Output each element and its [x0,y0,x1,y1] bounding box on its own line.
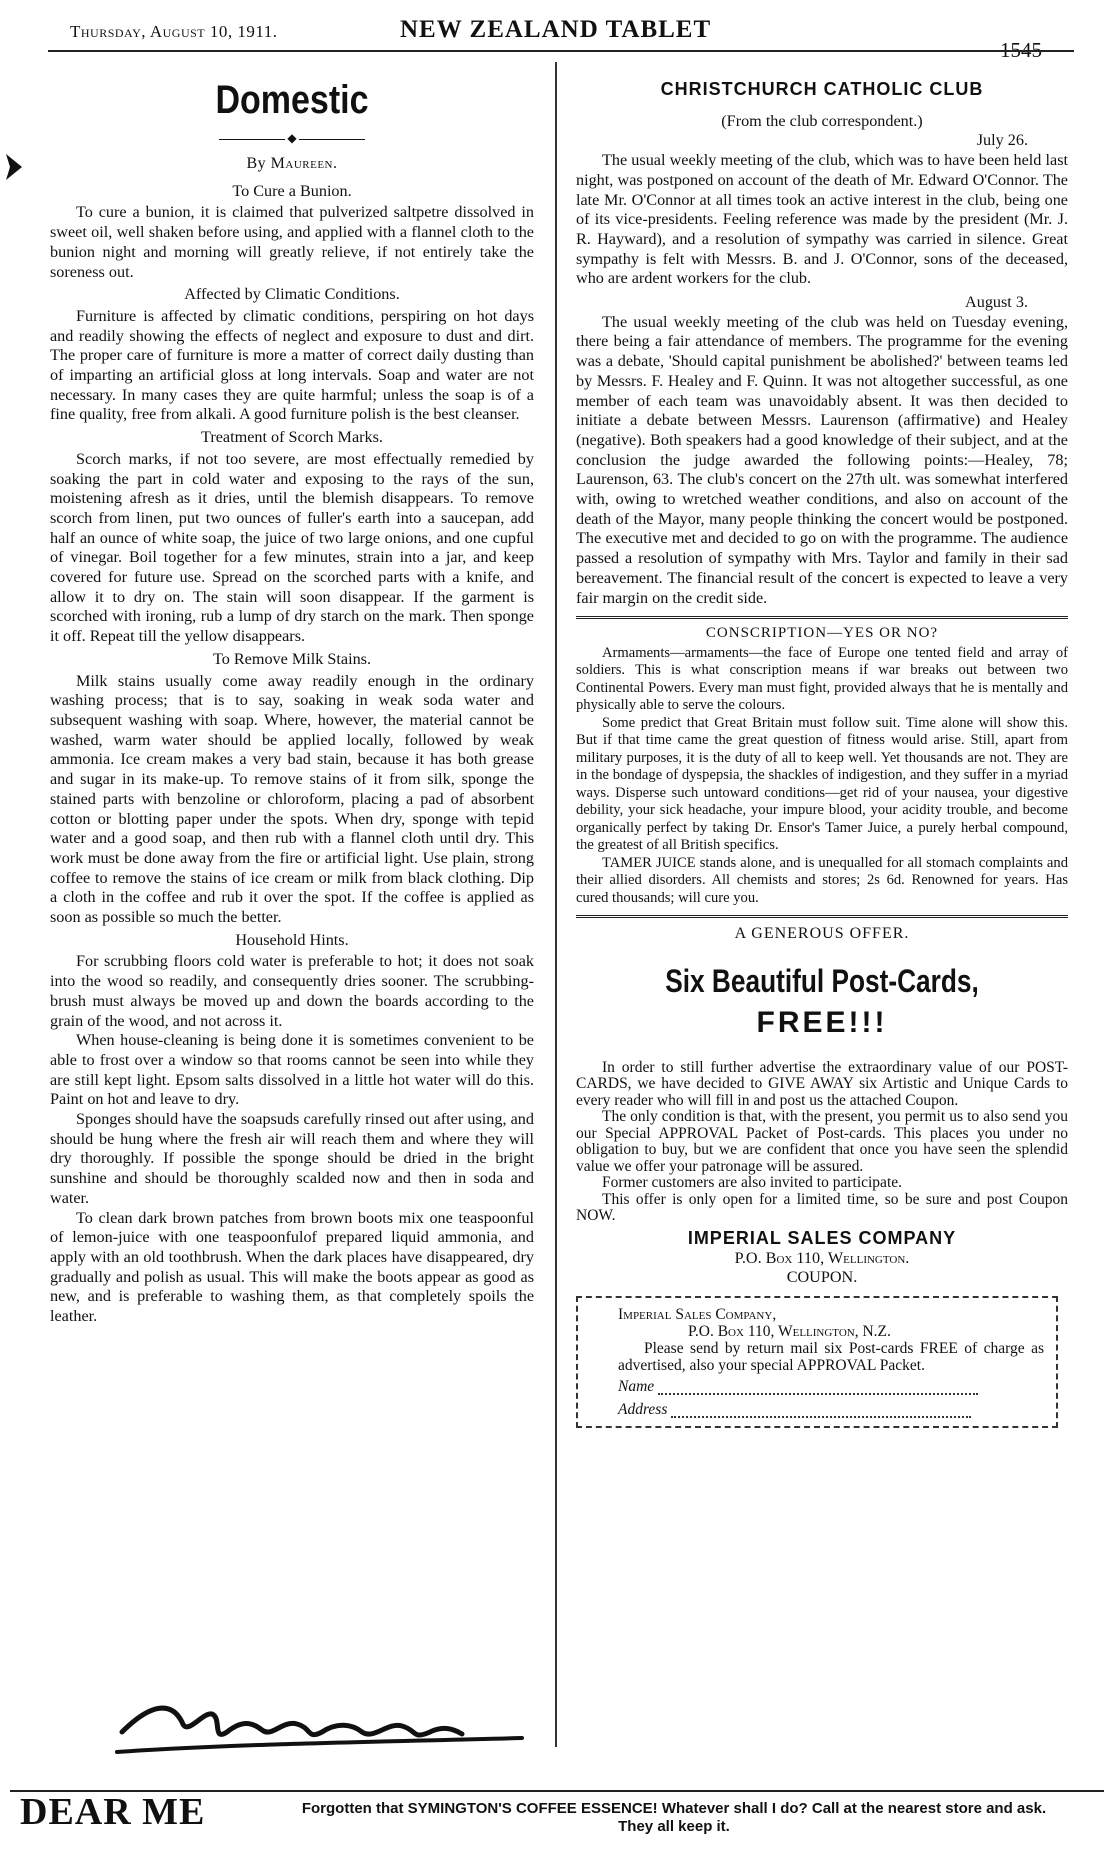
right-column [576,80,1068,1428]
section-heading: To Cure a Bunion. [232,181,352,200]
column-divider [555,62,557,1747]
section-paragraph: Scorch marks, if not too severe, are most effectually remedied by soaking the part in cold water and exposing to the rays of the sun, moistening afresh as it dries, until the blemish disappears. To remove scorch from linen, put two ounces of fuller's earth into a saucepan, add half an ounce of white soap, the juice of two large onions, and one cupful of vinegar. Boil together for a few minutes, strain into a jar, and keep covered for future use. Spread on the scorched parts with a knife, and allow it to dry on. The stain will soon disappear. If the garment is scorched with ironing, rub a lump of dry starch on the mark. Then sponge it off. Repeat till the yellow disappears. [50,449,534,646]
section-rule [576,616,1068,619]
coupon-address: P.O. Box 110, Wellington, N.Z. [688,1323,891,1341]
page-number: 1545 [1000,38,1042,62]
section-paragraph: To clean dark brown patches from brown boots mix one teaspoonful of lemon-juice with one teaspoonfulof prepared liquid ammonia, and apply with an old toothbrush. When the dark places have disappeared, dry gradually and polish as usual. This will make the boots appear as good as new, and is preferable to washing them, as that completely spoils the leather. [50,1208,534,1326]
postcard-offer-ad [576,924,1068,1428]
byline-author: Maureen. [270,155,338,172]
section-paragraph: Sponges should have the soapsuds carefully rinsed out after using, and should be hung where the fresh air will reach them and where they will dry thoroughly. If possible the sponge should be dried in the bright sunshine and should be thoroughly scalded now and then in soda and water. [50,1110,534,1207]
ornament-divider: ◆ [50,132,534,144]
club-paragraph: The usual weekly meeting of the club was held on Tuesday evening, there being a fair attendance of members. The programme for the evening was a debate, 'Should capital punishment be abolished?' between teams led by Messrs. F. Healey and F. Quinn. It was not altogether successful, as one member of each team was unavoidably absent. It was then decided to initiate a debate between Messrs. Laurenson (affirmative) and Healey (negative). Both speakers had a good knowledge of their subject, and at the conclusion the judge awarded the following points:—Healey, 78; Laurenson, 63. The club's concert on the 27th ult. was somewhat interfered with, owing to wretched weather conditions, and also on account of the death of the Mayor, many people thinking the concert would be postponed. The executive met and decided to go on with the programme. The audience passed a resolution of sympathy with Mrs. Taylor and family in their sad bereavement. The financial result of the concert is expected to leave a very fair margin on the credit side. [576,312,1068,607]
dateline: July 26. [976,131,1028,150]
ad-paragraph: Some predict that Great Britain must follow suit. Time alone will show this. But if that time came the great question of fitness would arise. Still, apart from military purposes, it is the duty of all to keep well. Yet thousands are not. They are in the bondage of dyspepsia, the shackles of indigestion, and they suffer in a myriad ways. Disperse such untoward conditions—get rid of your nausea, your digestive debility, your sick headache, your impure blood, your acidity trouble, and become organically perfect by taking Dr. Ensor's Tamer Juice, a purely herbal compound, the greatest of all British specifics. [576,714,1068,854]
ad-title: CONSCRIPTION—YES OR NO? [705,625,939,642]
company-address: P.O. Box 110, Wellington. [734,1248,910,1267]
club-title: CHRISTCHURCH CATHOLIC CLUB [660,79,984,99]
company-name: IMPERIAL SALES COMPANY [687,1227,957,1248]
coupon-company: Imperial Sales Company, [618,1306,777,1324]
section-heading: Treatment of Scorch Marks. [201,428,383,447]
section-paragraph: Furniture is affected by climatic conditions, perspiring on hot days and readily showing the effects of neglect and exposure to dust and dirt. The proper care of furniture is more a matter of correct daily dusting than of imparting an artificial gloss at long intervals. Soap and water are not necessary. In many cases they are quite harmful; unless the soap is of a fine quality, free from alkali. A good furniture polish is the best cleanser. [50,306,534,424]
coupon-label: COUPON. [786,1268,858,1287]
dateline: August 3. [965,293,1028,312]
offer-paragraph: Former customers are also invited to participate. [602,1174,903,1192]
section-heading: To Remove Milk Stains. [212,649,372,668]
offer-paragraph: The only condition is that, with the present, you permit us to also send you our Special APPROVAL Packet of Post-cards. This places you under no obligation to buy, but we are confident that once you have seen the splendid value we offer your patronage will be assured. [576,1108,1068,1175]
ad-paragraph: TAMER JUICE stands alone, and is unequalled for all stomach complaints and their allied disorders. All chemists and stores; 2s 6d. Renowned for years. Has cured thousands; will cure you. [576,854,1068,906]
name-field[interactable] [658,1393,978,1395]
offer-paragraph: In order to still further advertise the extraordinary value of our POST-CARDS, we have decided to GIVE AWAY six Artistic and Unique Cards to every reader who will fill in and post us the attached Coupon. [576,1058,1068,1109]
section-paragraph: To cure a bunion, it is claimed that pulverized saltpetre dissolved in sweet oil, well shaken before using, and applied with a flannel cloth to the bunion night and morning will greatly relieve, if not entirely take the soreness out. [50,203,534,281]
dear-me-headline: DEAR ME [20,1791,206,1833]
offer-paragraph: This offer is only open for a limited time, so be sure and post Coupon NOW. [576,1190,1068,1225]
section-paragraph: When house-cleaning is being done it is sometimes convenient to be able to frost over a window so that rooms cannot be seen into while they are still kept light. Epsom salts dissolved in a little hot water will do this. Paint on hot and leave to dry. [50,1031,534,1109]
section-heading: Affected by Climatic Conditions. [184,285,400,304]
newspaper-title: NEW ZEALAND TABLET [400,16,712,43]
coffee-essence-ad: Forgotten that SYMINGTON'S COFFEE ESSENCE! Whatever shall I do? Call at the nearest store and ask. They all keep it. [301,1800,1047,1835]
coupon-box[interactable] [576,1296,1058,1428]
offer-title: Six Beautiful Post-Cards, [665,962,979,999]
section-rule [576,915,1068,918]
section-paragraph: Milk stains usually come away readily enough in the ordinary washing process; that is to say, soaking in weak soda water and subsequent washing with soap. Where, however, the material cannot be washed, warm water should be applied locally, followed by weak ammonia. Ice cream makes a very bad stain, because it has both grease and sugar in its make-up. To remove stains of it from silk, sponge the stained parts with benzoline or chloroform, placing a pad of absorbent cotton or blotting paper under the spots. When dry, sponge with tepid water and a good soap, and then rub with a flannel cloth until dry. This work must be done away from the fire or artificial light. Use plain, strong coffee to remove the stains of ice cream or milk from black clothing. Dip a cloth in the coffee and rub it over the spot. If the coffee is applied as soon as possible so much the better. [50,671,534,927]
name-label: Name [618,1378,655,1396]
column-title: Domestic [215,78,369,122]
header-rule [48,50,1074,52]
pointer-mark-icon [0,150,28,189]
address-label: Address [618,1401,668,1419]
issue-date: Thursday, August 10, 1911. [70,22,278,41]
offer-subtitle: A GENEROUS OFFER. [734,925,910,943]
section-heading: Household Hints. [235,930,349,949]
offer-free: FREE!!! [756,1005,888,1039]
address-field[interactable] [671,1416,971,1418]
domestic-column [50,60,534,1327]
ad-paragraph: Armaments—armaments—the face of Europe one tented field and array of soldiers. This is what conscription means if war breaks out between two Continental Powers. Every man must fight, provided always that he is mentally and physically able to serve the colours. [576,644,1068,714]
conscription-ad [576,625,1068,907]
maureen-signature [112,1692,532,1767]
byline-prefix: By [246,155,267,172]
coupon-text: Please send by return mail six Post-cards FREE of charge as advertised, also your special APPROVAL Packet. [618,1340,1044,1375]
byline [50,154,534,174]
section-paragraph: For scrubbing floors cold water is preferable to hot; it does not soak into the wood so readily, and consequently dries sooner. The scrubbing-brush must always be moved up and down the boards according to the grain of the wood, and not across it. [50,952,534,1030]
club-paragraph: The usual weekly meeting of the club, which was to have been held last night, was postponed on account of the death of Mr. Edward O'Connor. The late Mr. O'Connor at all times took an active interest in the club, being one of its vice-presidents. Feeling reference was made by the president (Mr. J. R. Hayward), and a resolution of sympathy was carried in silence. Great sympathy is felt with Messrs. B. and J. O'Connor, sons of the deceased, who are ardent workers for the club. [576,151,1068,288]
offer-body [576,1060,1068,1225]
correspondent-line: (From the club correspondent.) [721,111,923,130]
